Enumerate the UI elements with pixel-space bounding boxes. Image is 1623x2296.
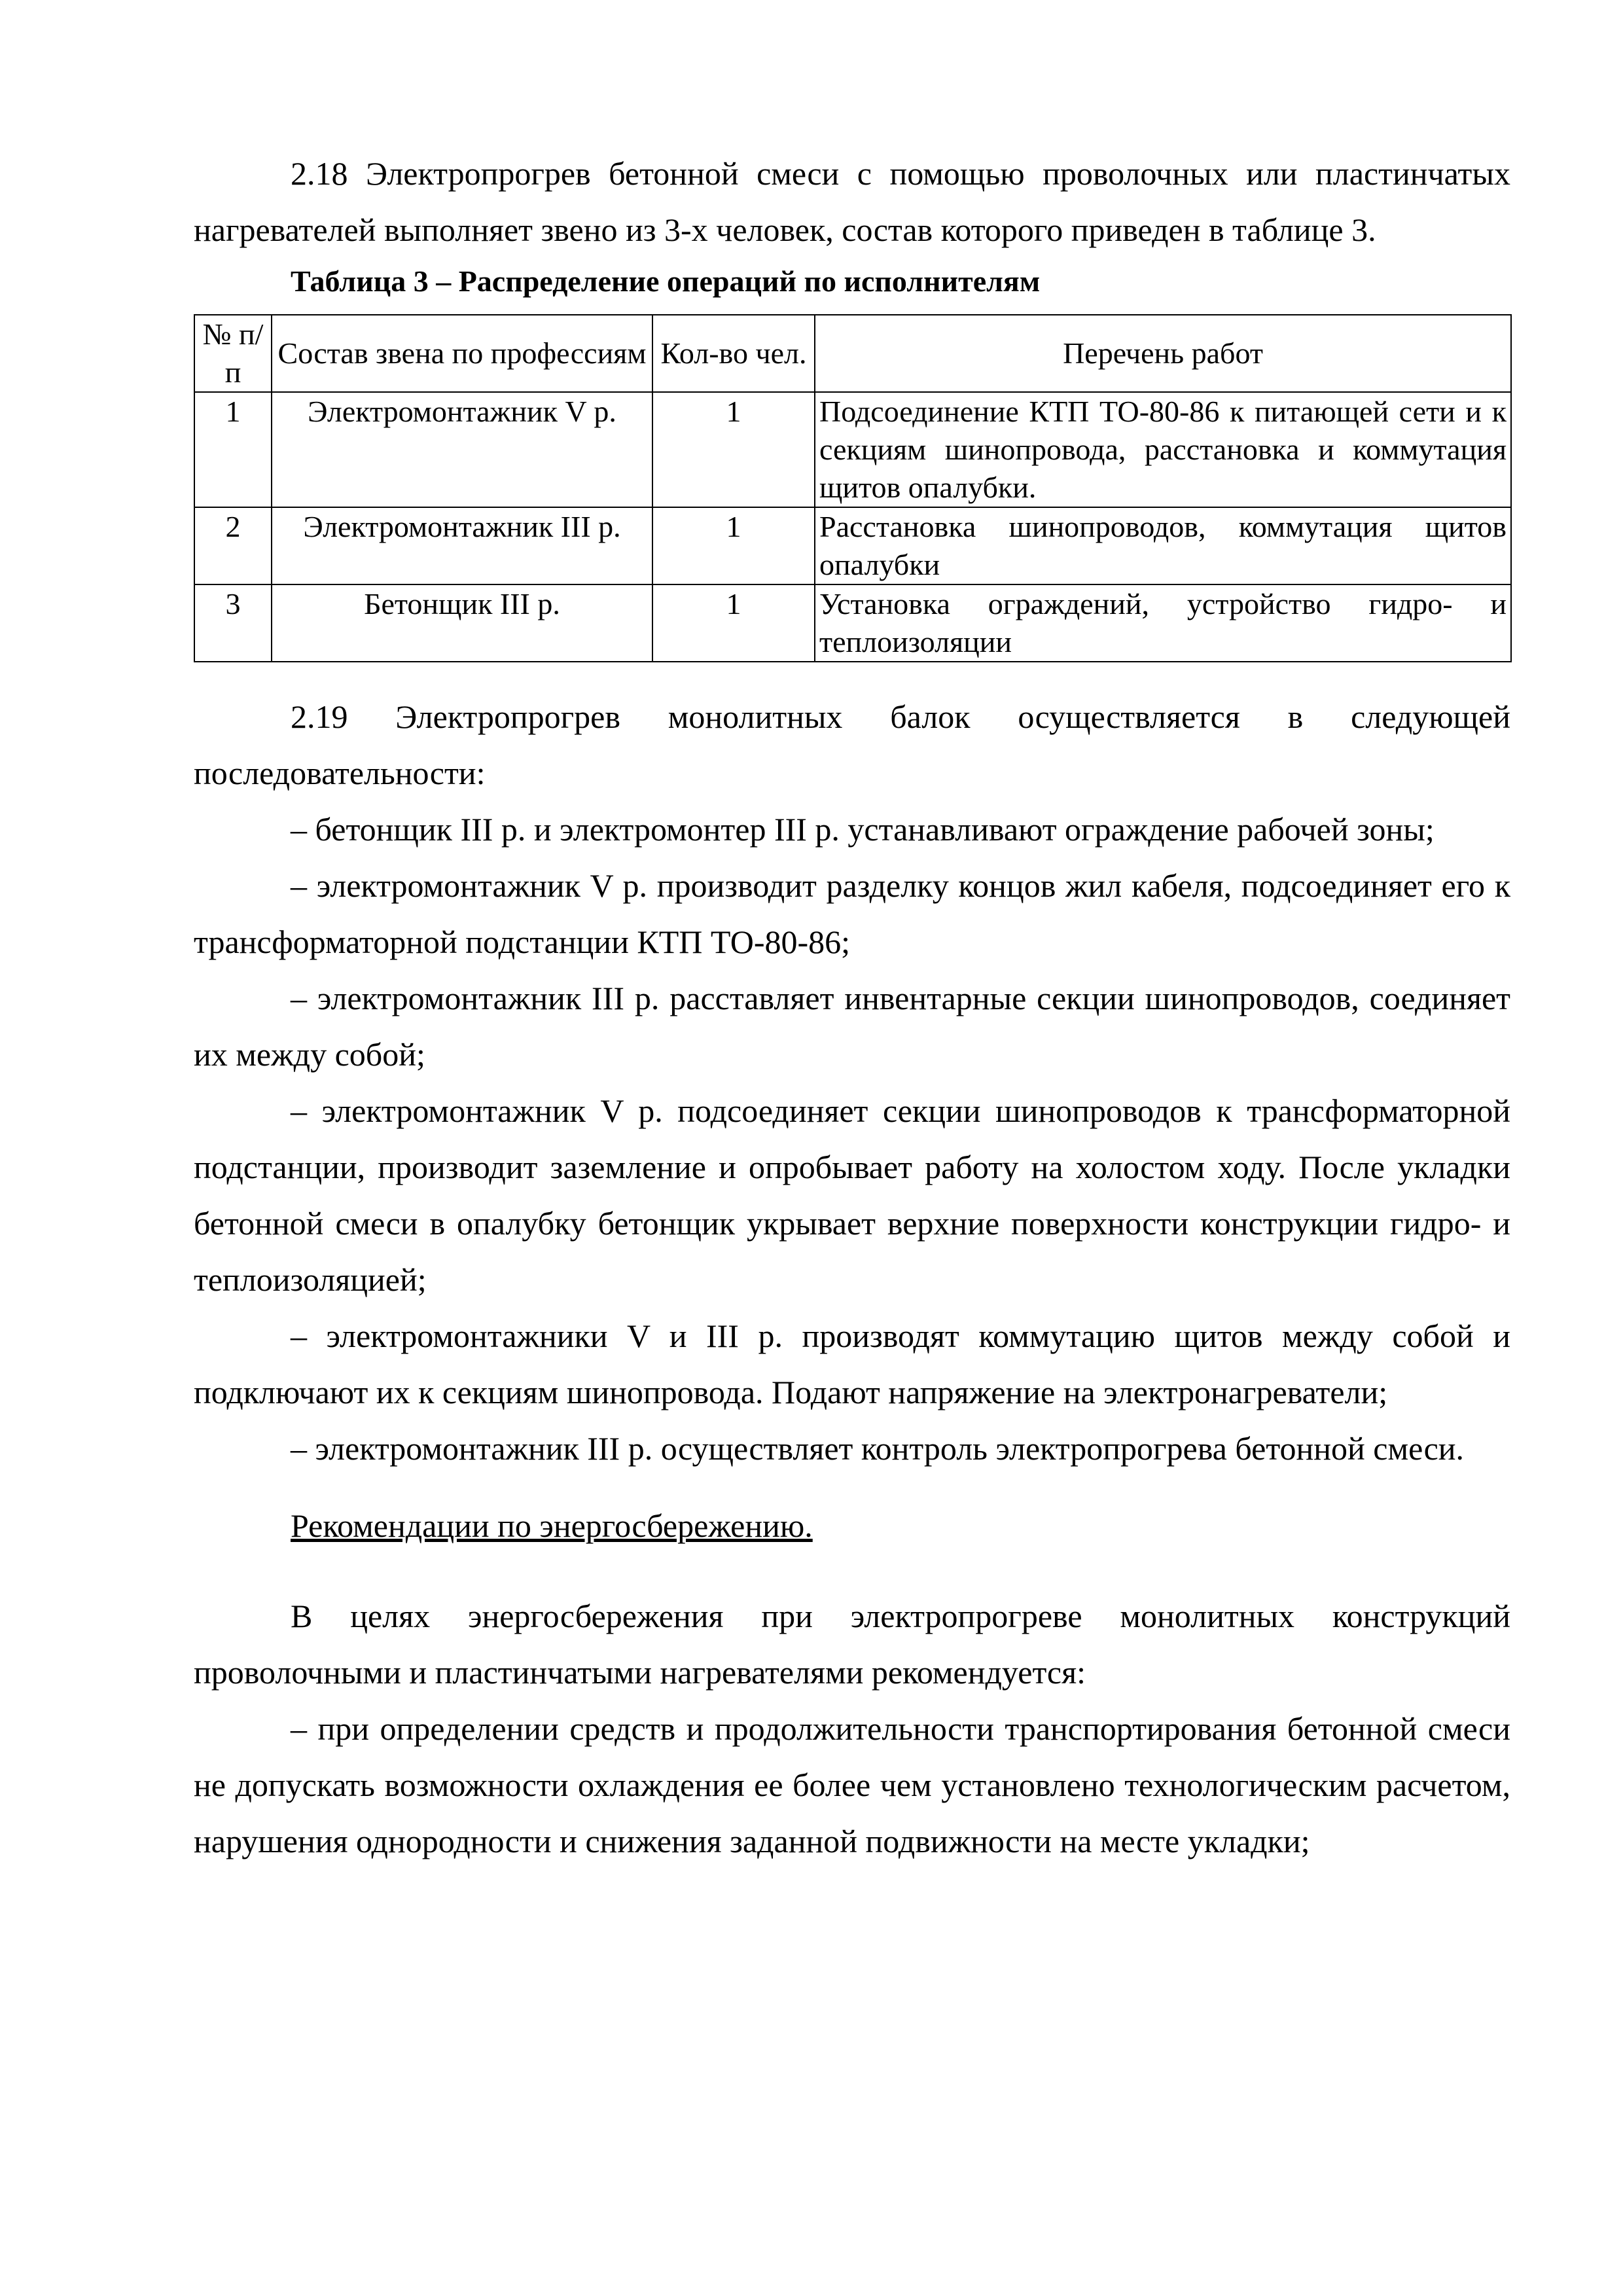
header-number: № п/п xyxy=(194,315,272,392)
cell-works: Расстановка шинопроводов, коммутация щитов опалубки xyxy=(815,507,1511,584)
cell-works: Установка ограждений, устройство гидро- и теплоизоляции xyxy=(815,584,1511,662)
paragraph-2-19: 2.19 Электропрогрев монолитных балок осуществляется в следующей последовательности: xyxy=(194,698,1510,791)
cell-count: 1 xyxy=(652,392,815,507)
cell-count: 1 xyxy=(652,507,815,584)
header-count: Кол-во чел. xyxy=(652,315,815,392)
step-item: – электромонтажник III р. расставляет инвентарные секции шинопроводов, соединяет их между собой; xyxy=(194,980,1510,1073)
page-content xyxy=(194,145,1510,1869)
cell-profession: Бетонщик III р. xyxy=(272,584,652,662)
section-heading-text: Рекомендации по энергосбережению. xyxy=(291,1507,813,1544)
table-title: Таблица 3 – Распределение операций по исполнителям xyxy=(291,264,1041,298)
table-row xyxy=(194,584,1511,662)
operations-table xyxy=(194,314,1512,662)
cell-number: 2 xyxy=(194,507,272,584)
recommend-item: – при определении средств и продолжительности транспортирования бетонной смеси не допускать возможности охлаждения ее более чем установлено технологическим расчетом, нарушения однородности и снижения заданной подвижности на месте укладки; xyxy=(194,1710,1510,1859)
table-row xyxy=(194,507,1511,584)
cell-count: 1 xyxy=(652,584,815,662)
paragraph-2-18: 2.18 Электропрогрев бетонной смеси с помощью проволочных или пластинчатых нагревателей выполняет звено из 3-х человек, состав которого приведен в таблице 3. xyxy=(194,155,1510,248)
step-item: – электромонтажник V р. производит разделку концов жил кабеля, подсоединяет его к трансформаторной подстанции КТП ТО-80-86; xyxy=(194,867,1510,960)
cell-works: Подсоединение КТП ТО-80-86 к питающей сети и к секциям шинопровода, расстановка и коммутация щитов опалубки. xyxy=(815,392,1511,507)
cell-profession: Электромонтажник III р. xyxy=(272,507,652,584)
section-heading xyxy=(194,1503,1510,1549)
table-row xyxy=(194,392,1511,507)
step-item: – бетонщик III р. и электромонтер III р. устанавливают ограждение рабочей зоны; xyxy=(291,811,1435,848)
cell-profession: Электромонтажник V р. xyxy=(272,392,652,507)
step-item: – электромонтажник III р. осуществляет контроль электропрогрева бетонной смеси. xyxy=(291,1430,1465,1467)
cell-number: 3 xyxy=(194,584,272,662)
table-header-row xyxy=(194,315,1511,392)
recommend-intro: В целях энергосбережения при электропрогреве монолитных конструкций проволочными и пластинчатыми нагревателями рекомендуется: xyxy=(194,1598,1510,1691)
header-profession: Состав звена по профессиям xyxy=(272,315,652,392)
step-item: – электромонтажник V р. подсоединяет секции шинопроводов к трансформаторной подстанции, производит заземление и опробывает работу на холостом ходу. После укладки бетонной смеси в опалубку бетонщик укрывает верхние поверхности конструкции гидро- и теплоизоляцией; xyxy=(194,1092,1510,1298)
step-item: – электромонтажники V и III р. производят коммутацию щитов между собой и подключают их к секциям шинопровода. Подают напряжение на электронагреватели; xyxy=(194,1318,1510,1410)
cell-number: 1 xyxy=(194,392,272,507)
header-works: Перечень работ xyxy=(815,315,1511,392)
